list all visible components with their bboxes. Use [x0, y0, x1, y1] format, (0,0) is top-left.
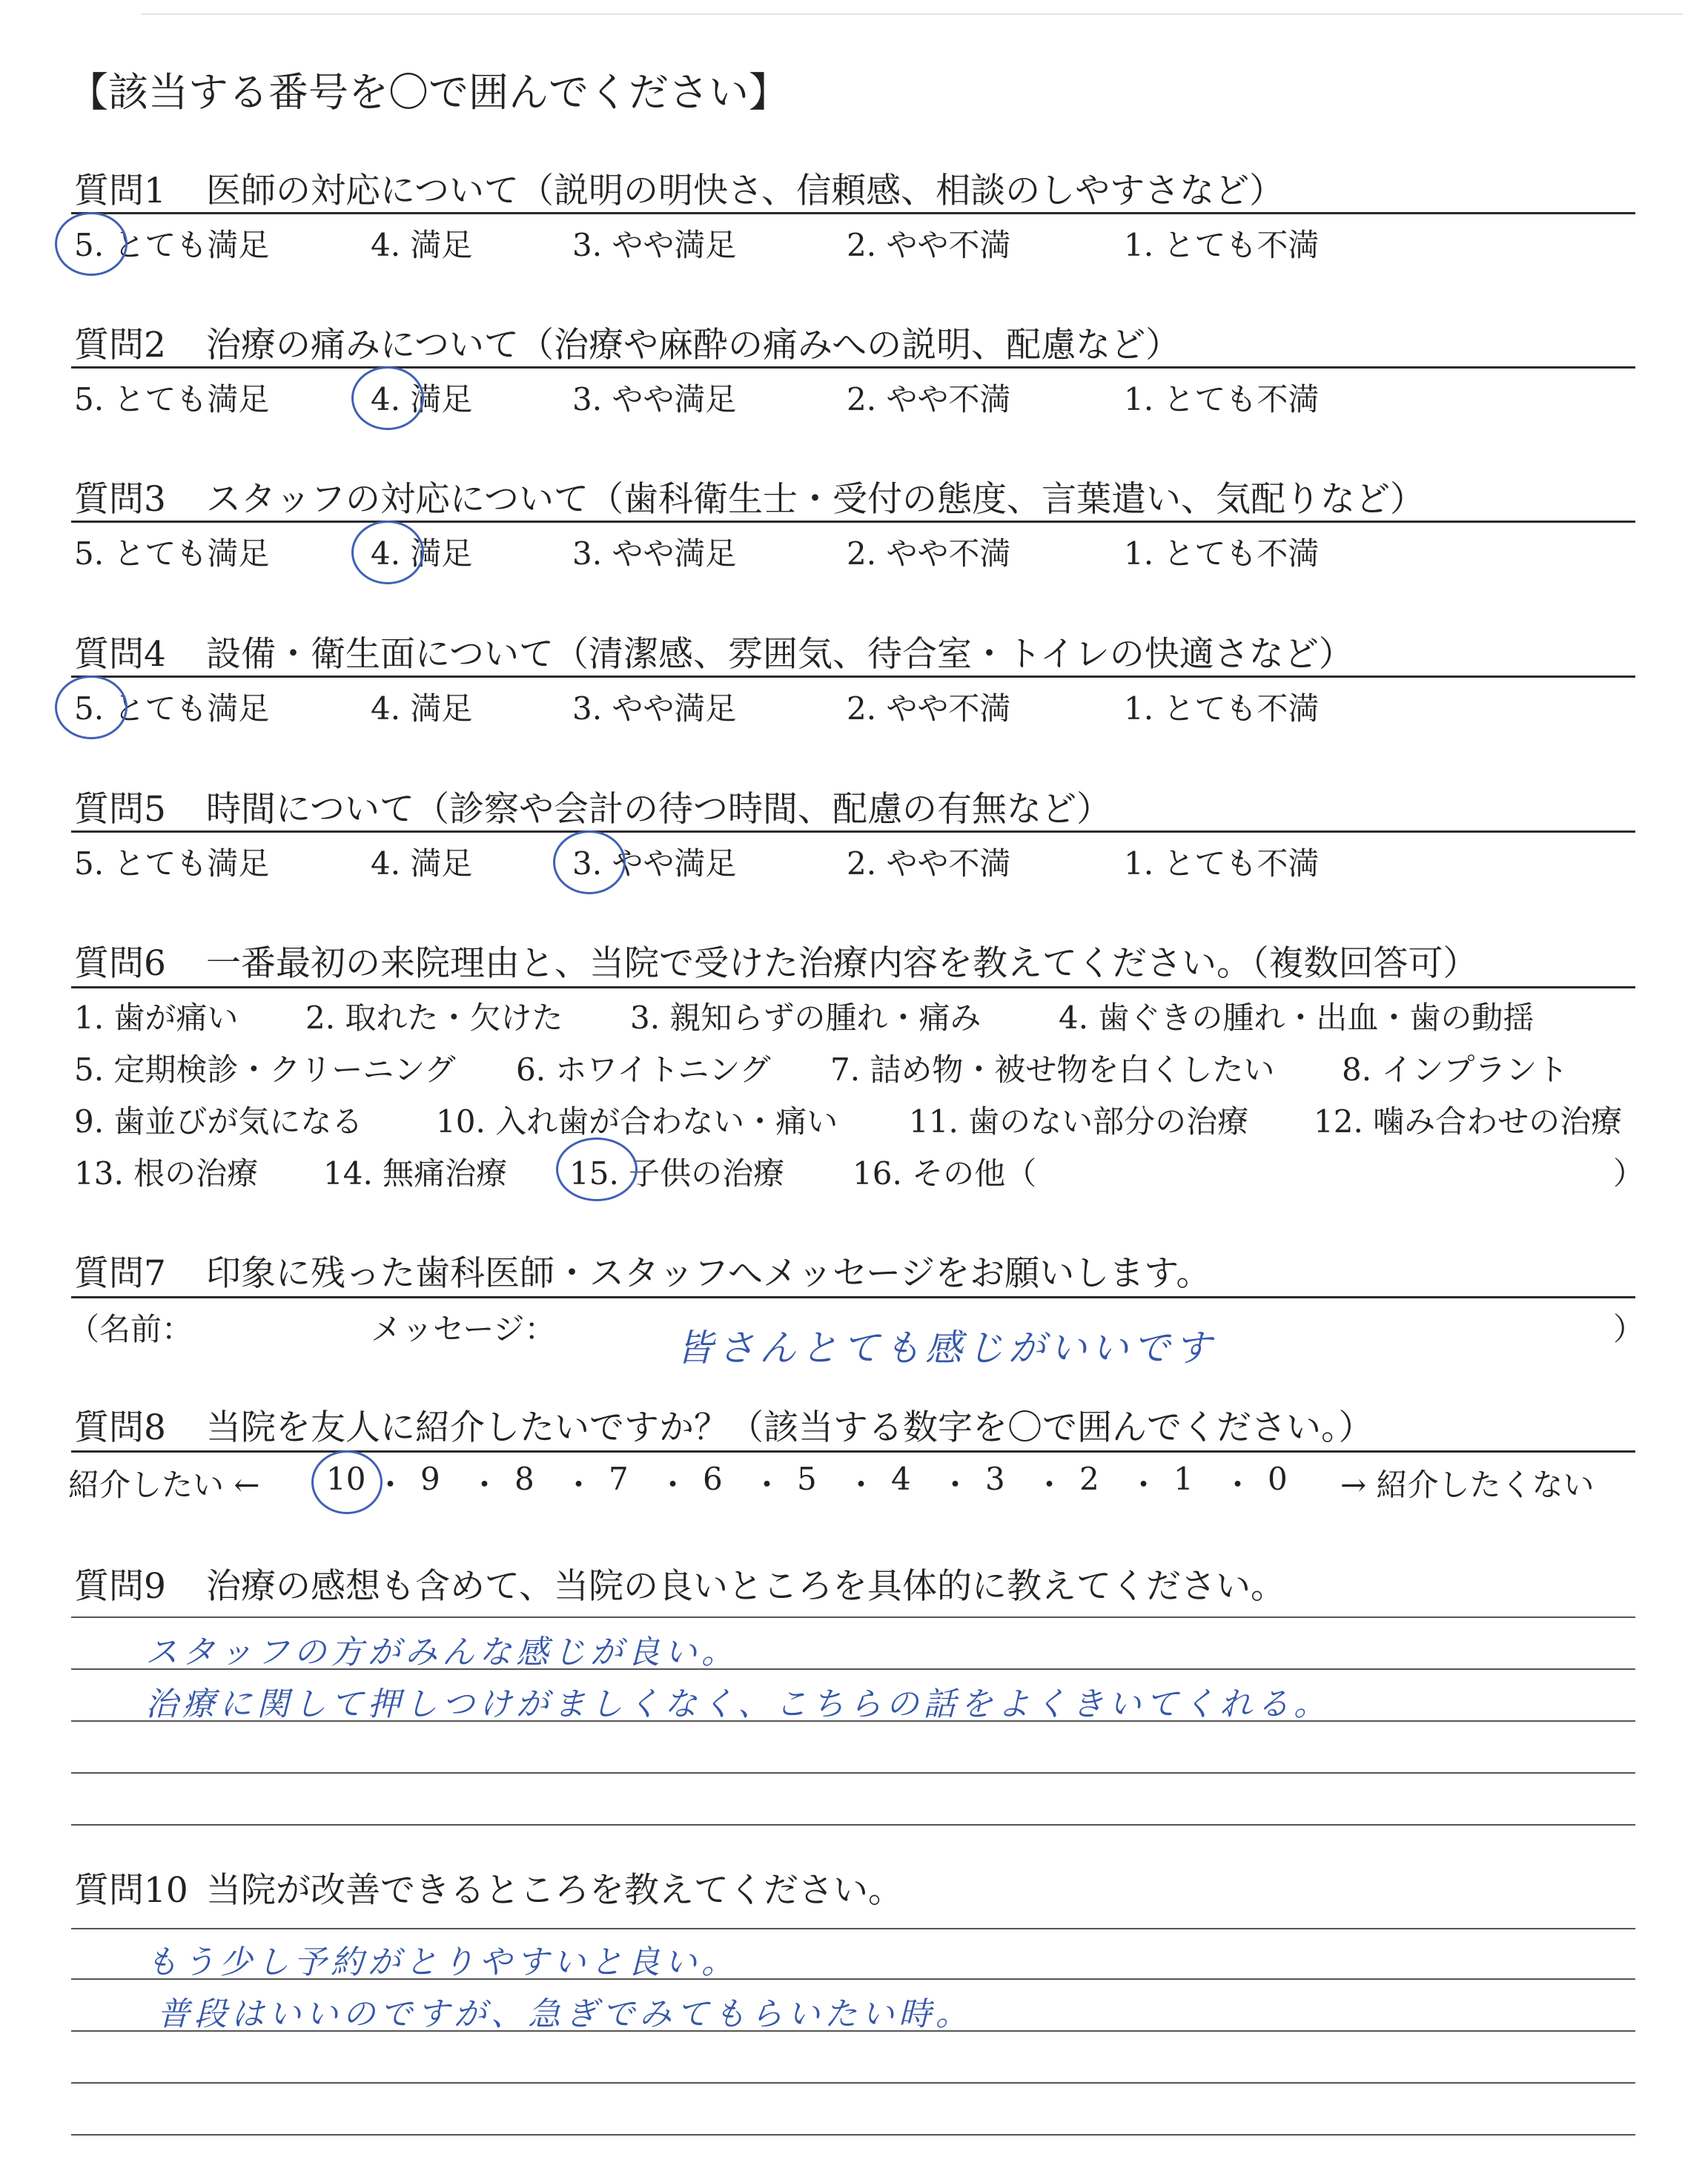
q1-option-2[interactable]: 2. やや不満	[847, 227, 1011, 263]
q3-option-5[interactable]: 5. とても満足	[74, 535, 270, 572]
q3-option-1[interactable]: 1. とても不満	[1124, 535, 1320, 572]
q6-item-5[interactable]: 5. 定期検診・クリーニング	[74, 1051, 456, 1088]
q3-selected-circle	[351, 521, 424, 584]
q5-text: 時間について（診察や会計の待つ時間、配慮の有無など）	[206, 789, 1112, 830]
q8-scale-separator: ・	[1033, 1467, 1065, 1503]
q9-writing-line	[71, 1824, 1635, 1826]
q6-other-close: ）	[1613, 1155, 1645, 1192]
q8-scale-10[interactable]: 10	[326, 1461, 366, 1497]
q6-label: 質問6	[74, 943, 166, 984]
q8-right-label: → 紹介したくない	[1340, 1467, 1595, 1503]
q7-message-label: メッセージ：	[371, 1311, 556, 1347]
q3-option-3[interactable]: 3. やや満足	[572, 535, 737, 572]
q4-rule	[71, 676, 1635, 678]
page-title: 【該当する番号を〇で囲んでください】	[68, 69, 789, 116]
q8-scale-9[interactable]: 9	[420, 1461, 440, 1497]
q2-option-2[interactable]: 2. やや不満	[847, 381, 1011, 417]
q1-selected-circle	[55, 212, 128, 276]
q6-item-4[interactable]: 4. 歯ぐきの腫れ・出血・歯の動揺	[1059, 1000, 1535, 1036]
q3-text: スタッフの対応について（歯科衛生士・受付の態度、言葉遣い、気配りなど）	[206, 479, 1426, 520]
q7-handwritten-message: 皆さんとても感じがいいです	[676, 1327, 1216, 1370]
q4-option-5[interactable]: 5. とても満足	[74, 690, 270, 727]
q2-option-3[interactable]: 3. やや満足	[572, 381, 737, 417]
q4-label: 質問4	[74, 634, 166, 675]
q2-text: 治療の痛みについて（治療や麻酔の痛みへの説明、配慮など）	[206, 325, 1181, 366]
q8-scale-2[interactable]: 2	[1079, 1461, 1099, 1497]
q5-option-2[interactable]: 2. やや不満	[847, 845, 1011, 882]
q8-scale-1[interactable]: 1	[1174, 1461, 1194, 1497]
q8-left-label: 紹介したい ←	[68, 1467, 260, 1503]
q8-rule	[71, 1450, 1635, 1453]
q7-text: 印象に残った歯科医師・スタッフへメッセージをお願いします。	[206, 1253, 1211, 1294]
q6-item-15[interactable]: 15. 子供の治療	[569, 1155, 785, 1192]
q8-label: 質問8	[74, 1407, 166, 1448]
q1-label: 質問1	[74, 171, 166, 211]
q6-text: 一番最初の来院理由と、当院で受けた治療内容を教えてください。（複数回答可）	[206, 943, 1478, 984]
q9-handwritten-line: スタッフの方がみんな感じが良い。	[145, 1634, 738, 1671]
q6-item-1[interactable]: 1. 歯が痛い	[74, 1000, 239, 1036]
q3-option-2[interactable]: 2. やや不満	[847, 535, 1011, 572]
q8-scale-separator: ・	[751, 1467, 783, 1503]
q5-label: 質問5	[74, 789, 166, 830]
q4-option-2[interactable]: 2. やや不満	[847, 690, 1011, 727]
q9-writing-line	[71, 1772, 1635, 1774]
q8-scale-5[interactable]: 5	[797, 1461, 817, 1497]
q7-rule	[71, 1296, 1635, 1298]
q10-writing-line	[71, 2082, 1635, 2084]
q1-option-5[interactable]: 5. とても満足	[74, 227, 270, 263]
q5-option-5[interactable]: 5. とても満足	[74, 845, 270, 882]
q2-option-1[interactable]: 1. とても不満	[1124, 381, 1320, 417]
q6-item-13[interactable]: 13. 根の治療	[74, 1155, 259, 1192]
q8-scale-8[interactable]: 8	[514, 1461, 534, 1497]
q10-handwritten-line: もう少し予約がとりやすいと良い。	[145, 1943, 738, 1981]
q5-selected-circle	[553, 830, 626, 894]
q9-handwritten-line: 治療に関して押しつけがましくなく、こちらの話をよくきいてくれる。	[145, 1685, 1331, 1723]
q8-scale-separator: ・	[845, 1467, 877, 1503]
q7-label: 質問7	[74, 1253, 166, 1294]
q4-option-1[interactable]: 1. とても不満	[1124, 690, 1320, 727]
top-edge-line	[141, 13, 1683, 15]
q6-item-8[interactable]: 8. インプラント	[1342, 1051, 1569, 1088]
q7-name-label: （名前：	[68, 1311, 193, 1347]
q9-writing-line	[71, 1616, 1635, 1618]
q8-selected-circle	[311, 1450, 383, 1514]
q8-scale-separator: ・	[657, 1467, 689, 1503]
q8-scale-separator: ・	[1222, 1467, 1254, 1503]
q3-label: 質問3	[74, 479, 166, 520]
q6-item-9[interactable]: 9. 歯並びが気になる	[74, 1103, 363, 1140]
q1-text: 医師の対応について（説明の明快さ、信頼感、相談のしやすさなど）	[206, 171, 1285, 211]
q5-rule	[71, 830, 1635, 833]
q8-text: 当院を友人に紹介したいですか？（該当する数字を〇で囲んでください。）	[206, 1407, 1374, 1448]
q7-close-paren: ）	[1613, 1311, 1645, 1347]
q10-text: 当院が改善できるところを教えてください。	[206, 1870, 903, 1911]
q6-item-2[interactable]: 2. 取れた・欠けた	[305, 1000, 563, 1036]
q3-rule	[71, 521, 1635, 523]
q3-option-4[interactable]: 4. 満足	[371, 535, 473, 572]
q6-selected-circle	[556, 1137, 638, 1201]
q10-label: 質問10	[74, 1870, 188, 1911]
q6-item-14[interactable]: 14. 無痛治療	[323, 1155, 508, 1192]
q6-item-11[interactable]: 11. 歯のない部分の治療	[909, 1103, 1249, 1140]
q4-text: 設備・衛生面について（清潔感、雰囲気、待合室・トイレの快適さなど）	[206, 634, 1354, 675]
q8-scale-0[interactable]: 0	[1268, 1461, 1288, 1497]
q10-writing-line	[71, 2134, 1635, 2136]
q8-scale-separator: ・	[1128, 1467, 1159, 1503]
q6-item-3[interactable]: 3. 親知らずの腫れ・痛み	[630, 1000, 982, 1036]
q6-item-12[interactable]: 12. 噛み合わせの治療	[1314, 1103, 1623, 1140]
q1-option-3[interactable]: 3. やや満足	[572, 227, 737, 263]
q10-handwritten-line: 普段はいいのですが、急ぎでみてもらいたい時。	[157, 1995, 973, 2033]
q5-option-1[interactable]: 1. とても不満	[1124, 845, 1320, 882]
q6-item-6[interactable]: 6. ホワイトニング	[516, 1051, 771, 1088]
q6-item-10[interactable]: 10. 入れ歯が合わない・痛い	[436, 1103, 838, 1140]
q6-item-16[interactable]: 16. その他（	[853, 1155, 1037, 1192]
q2-selected-circle	[351, 366, 424, 430]
q4-option-4[interactable]: 4. 満足	[371, 690, 473, 727]
q8-scale-3[interactable]: 3	[985, 1461, 1005, 1497]
q10-writing-line	[71, 1928, 1635, 1929]
q6-item-7[interactable]: 7. 詰め物・被せ物を白くしたい	[830, 1051, 1275, 1088]
q1-option-1[interactable]: 1. とても不満	[1124, 227, 1320, 263]
q2-rule	[71, 366, 1635, 369]
q8-scale-separator: ・	[939, 1467, 971, 1503]
q8-scale-separator: ・	[374, 1467, 406, 1503]
q1-option-4[interactable]: 4. 満足	[371, 227, 473, 263]
q2-label: 質問2	[74, 325, 166, 366]
q8-scale-separator: ・	[469, 1467, 500, 1503]
q9-text: 治療の感想も含めて、当院の良いところを具体的に教えてください。	[206, 1566, 1286, 1607]
q8-scale-4[interactable]: 4	[891, 1461, 911, 1497]
q2-option-5[interactable]: 5. とても満足	[74, 381, 270, 417]
q8-scale-separator: ・	[563, 1467, 595, 1503]
q5-option-4[interactable]: 4. 満足	[371, 845, 473, 882]
q6-rule	[71, 986, 1635, 988]
q4-selected-circle	[55, 676, 128, 739]
q2-option-4[interactable]: 4. 満足	[371, 381, 473, 417]
q5-option-3[interactable]: 3. やや満足	[572, 845, 737, 882]
q1-rule	[71, 212, 1635, 214]
q4-option-3[interactable]: 3. やや満足	[572, 690, 737, 727]
q8-scale-6[interactable]: 6	[703, 1461, 723, 1497]
q9-label: 質問9	[74, 1566, 166, 1607]
q8-scale-7[interactable]: 7	[609, 1461, 629, 1497]
